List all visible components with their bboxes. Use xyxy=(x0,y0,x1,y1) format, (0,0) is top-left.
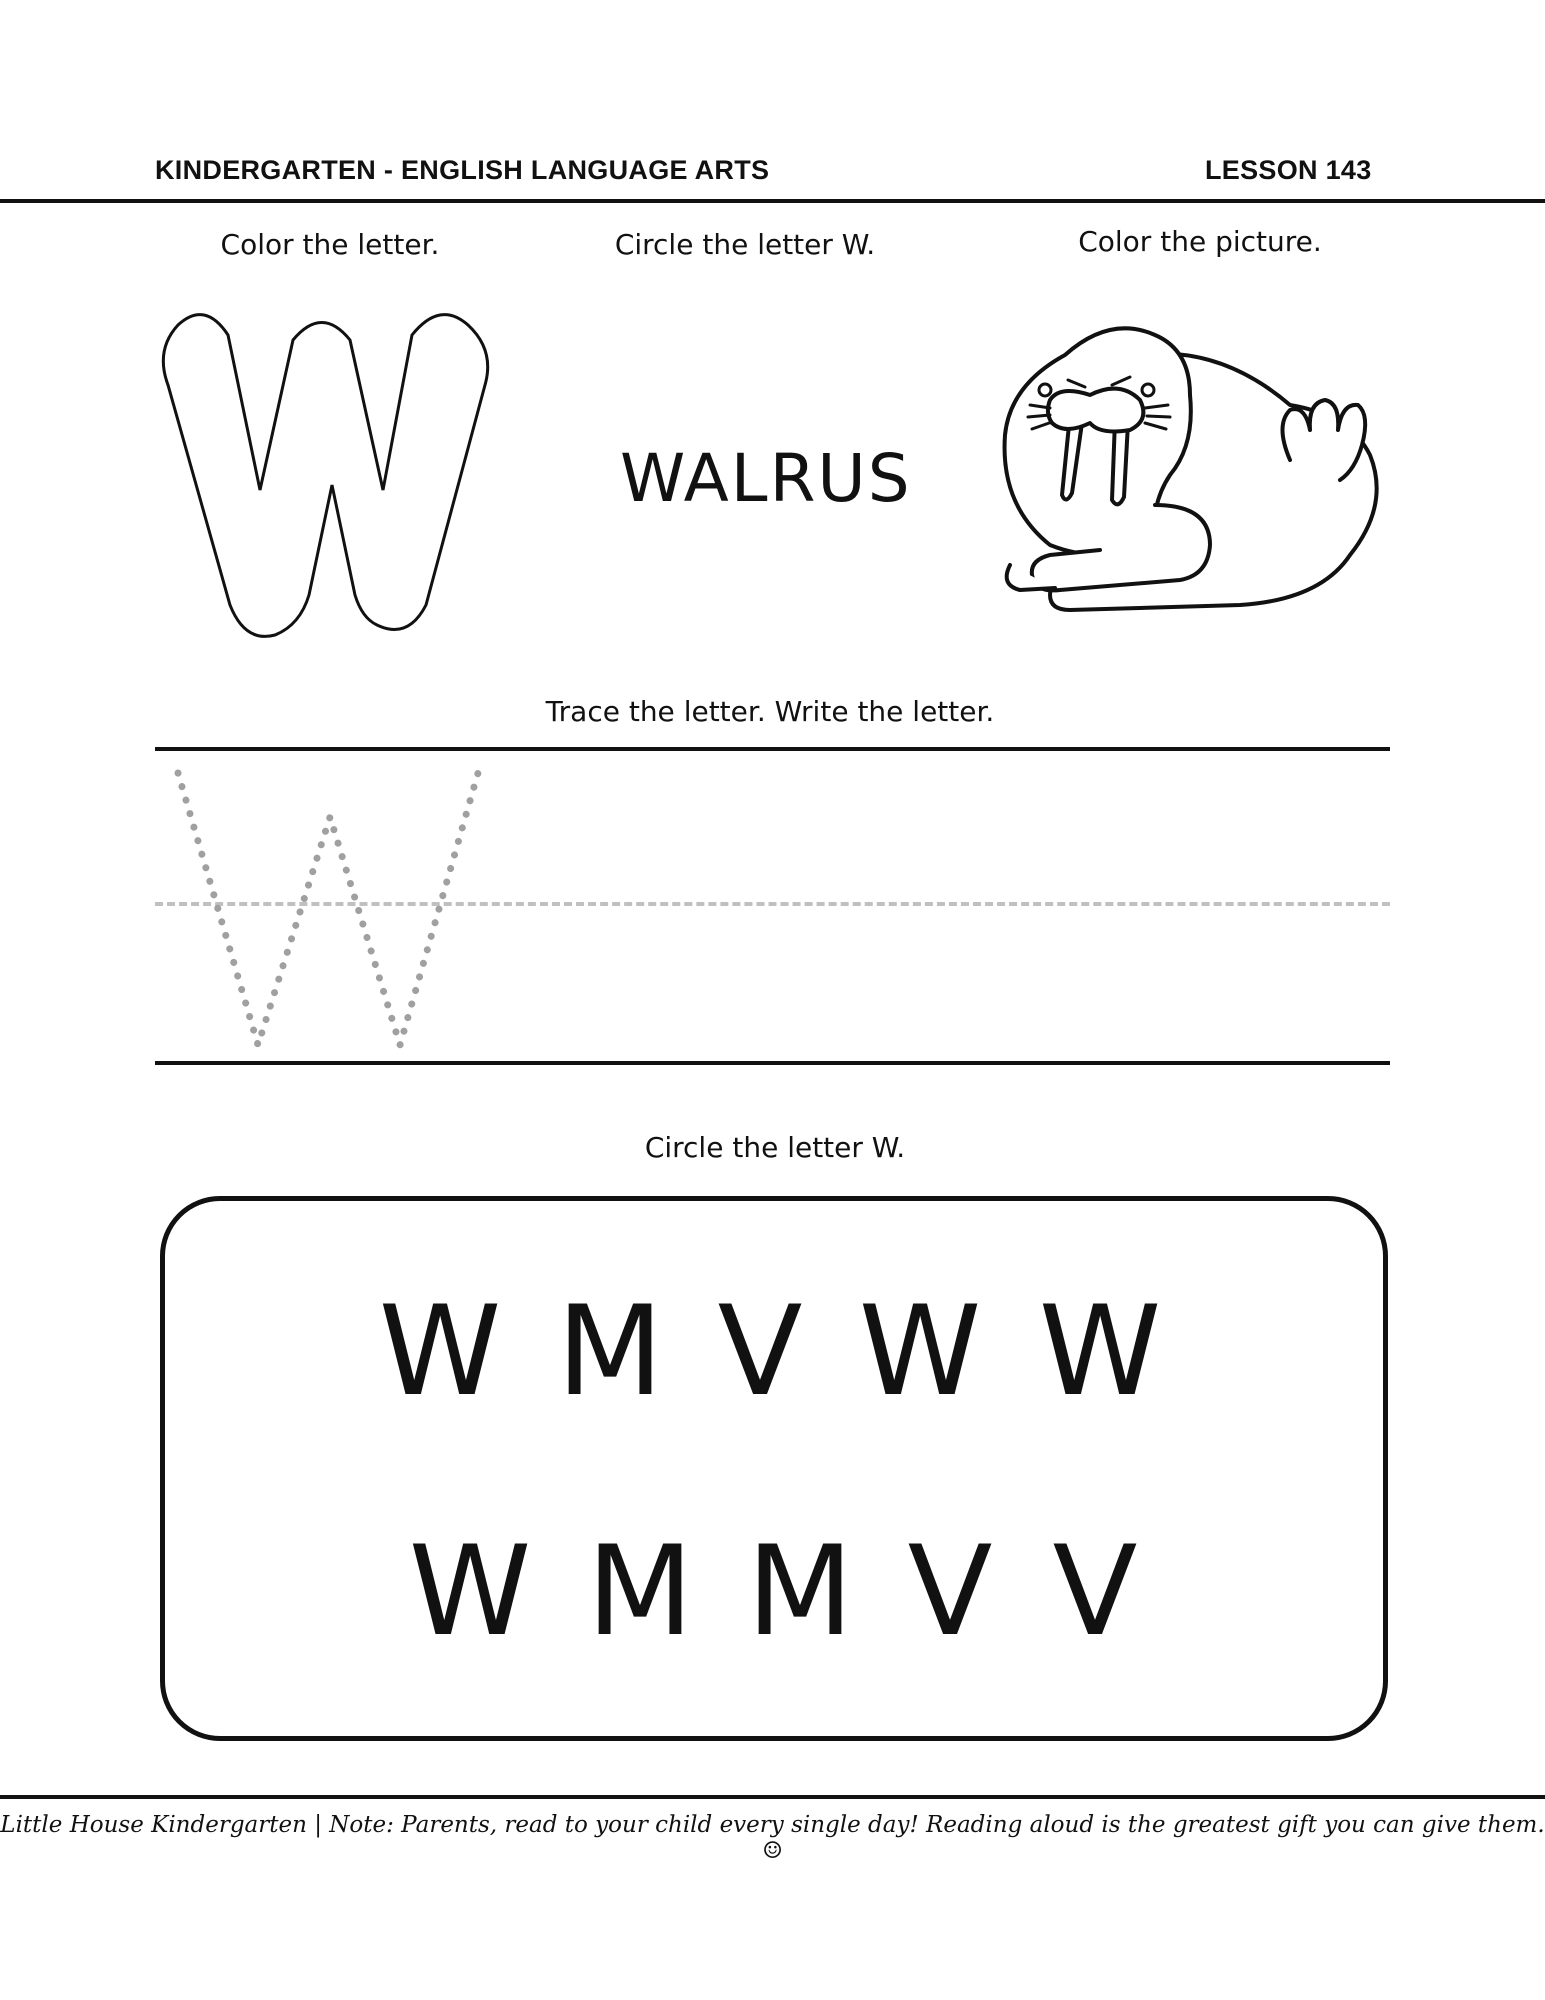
letter-choice[interactable]: M xyxy=(556,1280,664,1424)
course-title: KINDERGARTEN - ENGLISH LANGUAGE ARTS xyxy=(155,155,770,185)
letter-choice[interactable]: W xyxy=(1038,1280,1162,1424)
header-divider xyxy=(0,199,1545,203)
letter-choice[interactable]: M xyxy=(586,1520,694,1664)
letter-choice[interactable]: V xyxy=(907,1520,993,1664)
footer-note: Little House Kindergarten | Note: Parents, read to your child every single day! Reading aloud is the greatest gift you can give them. ☺ xyxy=(0,1812,1545,1864)
word-walrus: WALRUS xyxy=(620,440,912,517)
outline-letter-w xyxy=(150,305,520,645)
walrus-picture xyxy=(990,305,1400,635)
letter-choice[interactable]: W xyxy=(408,1520,532,1664)
footer-divider xyxy=(0,1795,1545,1799)
letter-choice[interactable]: V xyxy=(1052,1520,1138,1664)
instruction-trace-write: Trace the letter. Write the letter. xyxy=(545,695,995,728)
letter-choice[interactable]: V xyxy=(717,1280,803,1424)
lesson-number: LESSON 143 xyxy=(1205,155,1372,185)
letter-choice[interactable]: W xyxy=(858,1280,982,1424)
letter-choice[interactable]: M xyxy=(746,1520,854,1664)
letter-choice[interactable]: W xyxy=(378,1280,502,1424)
instruction-circle-letter-bottom: Circle the letter W. xyxy=(644,1131,906,1164)
instruction-color-letter: Color the letter. xyxy=(220,228,440,261)
instruction-circle-letter-top: Circle the letter W. xyxy=(614,228,876,261)
trace-letter-w xyxy=(160,755,500,1065)
writing-top-line xyxy=(155,747,1390,751)
instruction-color-picture: Color the picture. xyxy=(1078,225,1322,258)
